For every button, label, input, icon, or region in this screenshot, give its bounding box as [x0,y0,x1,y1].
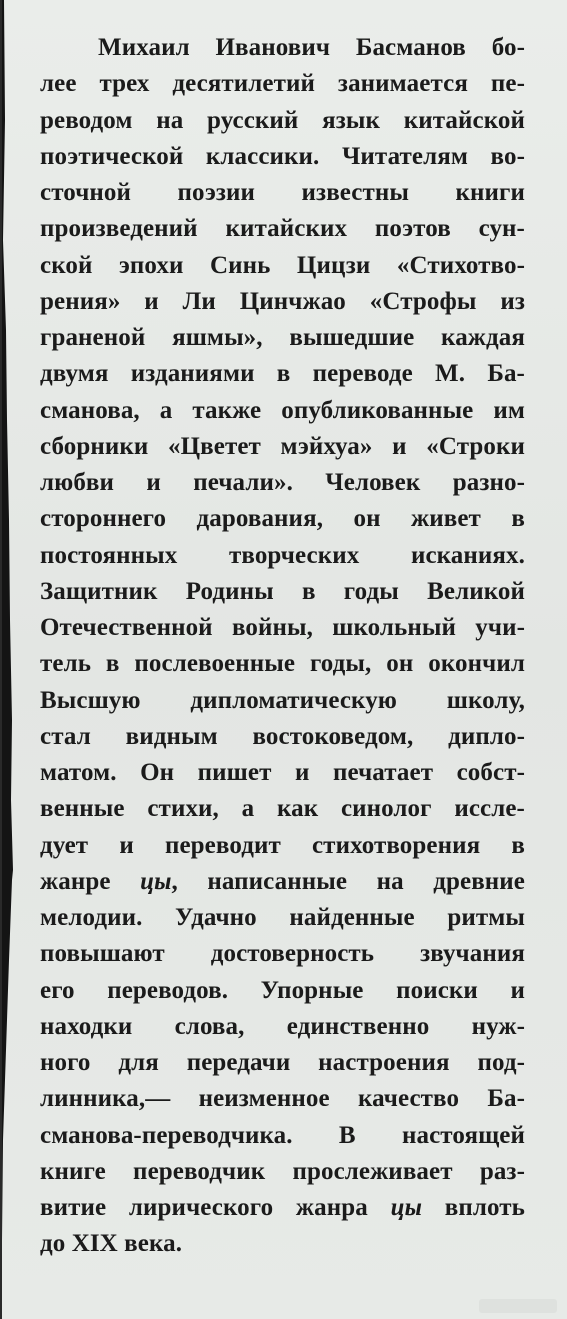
text-line [40,30,525,66]
text-segment: повышают достоверность звучания [40,940,525,968]
text-line [40,248,525,284]
text-segment: Отечественной войны, школьный учи- [40,614,525,641]
text-segment: сборники «Цветет мэйхуа» и «Строки [40,432,525,460]
text-segment: Михаил Иванович Басманов бо- [98,34,525,61]
text-segment: тель в послевоенные годы, он окончил [40,650,525,678]
description-text [40,30,525,1263]
text-segment: его переводов. Упорные поиски и [40,976,525,1004]
text-line [40,284,525,320]
text-segment: любви и печали». Человек разно- [40,469,525,496]
text-line [40,683,525,719]
italic-term: цы [140,867,172,895]
text-line [40,393,525,429]
text-segment: Защитник Родины в годы Великой [40,577,525,605]
text-line [40,1081,525,1117]
text-segment: , написанные на древние [171,867,525,895]
text-segment: витие лирического жанра [40,1194,391,1221]
text-line [40,900,525,936]
text-line [40,1154,525,1190]
text-segment: линника,— неизменное качество Ба- [40,1085,525,1113]
text-line [40,574,525,610]
text-line [40,465,525,501]
text-line [40,175,525,211]
text-segment: книге переводчик прослеживает раз- [40,1157,525,1185]
text-segment: сточной поэзии известны книги [40,179,525,206]
text-line [40,1045,525,1081]
text-segment: граненой яшмы», вышедшие каждая [40,324,525,351]
text-line [40,755,525,791]
text-segment: постоянных творческих исканиях. [40,541,525,569]
text-segment: лее трех десятилетий занимается пе- [40,70,525,98]
text-line [40,1118,525,1154]
text-line [40,828,525,864]
text-line [40,66,525,102]
text-line [40,610,525,646]
text-line [40,1226,525,1262]
text-segment: венные стихи, а как синолог иссле- [40,795,525,823]
text-segment: мелодии. Удачно найденные ритмы [40,904,525,931]
text-segment: стал видным востоковедом, дипло- [40,722,525,750]
text-line [40,501,525,537]
text-line [40,1190,525,1226]
text-line [40,320,525,356]
text-segment: сманова-переводчика. В настоящей [40,1121,525,1149]
text-segment: вплоть [422,1194,525,1221]
text-segment: ного для передачи настроения под- [40,1049,525,1076]
site-watermark [479,1299,557,1313]
text-line [40,429,525,465]
text-line [40,646,525,682]
text-segment: стороннего дарования, он живет в [40,505,525,533]
page-edge-shadow [0,0,14,1319]
text-segment: жанре [40,867,141,895]
text-segment: до XIX века. [40,1230,183,1258]
text-line [40,791,525,827]
text-line [40,973,525,1009]
text-line [40,538,525,574]
text-segment: ской эпохи Синь Цицзи «Стихотво- [40,251,525,279]
text-segment: произведений китайских поэтов сун- [40,215,525,243]
text-line [40,356,525,392]
text-segment: Высшую дипломатическую школу, [40,686,525,714]
text-segment: сманова, а также опубликованные им [40,396,525,424]
text-line [40,936,525,972]
text-line [40,139,525,175]
italic-term: цы [390,1194,423,1221]
text-segment: реводом на русский язык китайской [40,106,525,134]
text-segment: поэтической классики. Читателям во- [40,142,525,170]
text-line [40,103,525,139]
text-segment: матом. Он пишет и печатает собст- [40,759,525,786]
text-line [40,719,525,755]
text-segment: двумя изданиями в переводе М. Ба- [40,360,525,388]
text-line [40,864,525,900]
text-line [40,211,525,247]
text-segment: дует и переводит стихотворения в [40,831,525,859]
text-segment: находки слова, единственно нуж- [40,1012,525,1040]
text-segment: рения» и Ли Цинчжао «Строфы из [40,287,525,315]
text-line [40,1009,525,1045]
